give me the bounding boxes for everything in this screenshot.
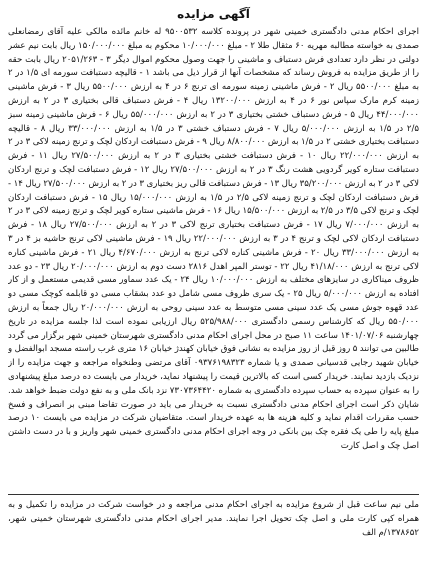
notice-body: اجرای احکام مدنی دادگستری خمینی شهر در پرونده کلاسه ۹۵۰۰۵۳۲ له خانم مائده مالکی علیه آقای رمضانعلی صمدی به خواسته مطالبه مهریه ۶۰ مثقال طلا ۲ - مبلغ ۱۰/۰۰۰/۰۰۰ محکوم به مبلغ ۱۵۰/۰۰۰/۰۰۰ ریال بابت نیم عشر دولتی در نظر دارد تعدادی فرش دستباف و ماشینی را جهت وصول محکوم اموال دیگر ۳ - ۲۰۵۱/۲۶۳ ریال بابت حقه را از طریق مزایده به فروش رساند که مشخصات آنها از قرار ذیل می باشد ۱ - قالیچه دستبافت سورمه ای ۱/۵ در ۲ به مبلغ ۵۵۰۰/۰۰۰ ریال ۲ - فرش ماشینی زمینه سورمه ای ترنج ۶ در ۴ به ارزش ۵۵۰۰/۰۰۰ ریال ۳ - فرش ماشینی زمینه کرم مارک سپاس نور ۶ در ۴ به ارزش ۱۳۲۰۰/۰۰۰ ریال ۴ - فرش دستباف قالی بختیاری ۳ در ۲ به ارزش ۴۴/۰۰۰/۰۰۰ ریال ۵ - فرش دستباف خشتی بختیاری ۳ در ۲ به ارزش ۵۵/۰۰۰/۰۰۰ ریال ۶ - فرش ماشینی زمینه سبز ۲/۵ در ۱/۵ به ارزش ۵/۰۰۰/۰۰۰ ریال ۷ - فرش دستباف خشتی ۳ در ۱/۵ به ارزش ۳۳/۰۰۰/۰۰۰ ریال ۸ - قالیچه دستبافت بختیاری خشتی ۲ در ۱/۵ به ارزش ۸/۸۰۰/۰۰۰ ریال ۹ - فرش دستبافت اردکان لچک و ترنج زمینه لاکی ۳ در ۲ به ارزش ۲۲/۰۰۰/۰۰۰ ریال ۱۰ - فرش دستبافت خشتی بختیاری ۳ در ۲ به ارزش ۲۷/۵۰۰/۰۰۰ ریال ۱۱ - فرش دستبافت ستاره کویر گردویی هشت رنگ ۳ در ۲ به ارزش ۲۷/۵۰۰/۰۰۰ ریال ۱۲ - فرش دستبافت لچک و ترنج اردکان لاکی ۳ در ۲ به ارزش ۳۵/۲۰۰/۰۰۰ ریال ۱۳ - فرش دستبافت قالی ریز بختیاری ۳ در ۲ به ارزش ۲۷/۵۰۰/۰۰۰ ریال ۱۴ - فرش دستبافت اردکان لچک و ترنج زمینه لاکی ۲/۵ در ۱/۵ به ارزش ۱۵/۰۰۰/۰۰۰ ریال ۱۵ - فرش دستبافت اردکان لچک و ترنج لاکی ۳/۵ در ۲/۵ به ارزش ۱۵/۵۰۰/۰۰۰ ریال ۱۶ - فرش ماشینی ستاره کویر لچک و ترنج زمینه لاکی ۳ در ۲ به ارزش ۷/۰۰۰/۰۰۰ ریال ۱۷ - فرش دستبافت بختیاری ترنج لاکی ۳ در ۲ به ارزش ۲۷/۵۰۰/۰۰۰ ریال ۱۸ - فرش دستبافت اردکان لاکی لچک و ترنج ۴ در ۳ به ارزش ۲۲/۰۰۰/۰۰۰ ریال ۱۹ - فرش ماشینی لاکی ترنج حاشیه بز ۴ در ۳ به ارزش ۳۳/۰۰۰/۰۰۰ ریال ۲۰ - فرش ماشینی کناره لاکی ترنج به ارزش ۴/۶۷۰/۰۰۰ ریال ۲۱ - فرش ماشینی کناره لاکی ترنج به ارزش ۴۱/۱۸/۰۰۰ ریال ۲۲ - توستر المپر اهدل ۲۸۱۶ دست دوم به ارزش ۲۰/۰۰۰/۰۰۰ ریال ۲۳ - دو عدد ظروف میناکاری در سایزهای مختلف به ارزش ۱۰/۰۰۰/۰۰۰ ریال ۲۴ - یک عدد سماور مسی قدیمی مستعمل و از کار افتاده به ارزش ۵/۰۰۰/۰۰۰ ریال ۲۵ - یک سری ظروف مسی شامل دو عدد بشقاب مسی دو قابلمه کوچک مسی دو عدد قهوه جوش مسی یک عدد سینی مسی متوسط به عدد سینی روحی به ارزش ۲۰/۰۰۰/۰۰۰ ریال جمعاً به ارزش ۵۵۰/۰۰۰ ریال که کارشناس رسمی دادگستری ۵۲۵/۹۸۸/۰۰۰ ریال ارزیابی نموده است لذا جلسه مزایده در تاریخ چهارشنبه ۱۴۰۱/۰۷/۰۶ ساعت ۱۱ صبح در محل اجرای احکام مدنی دادگستری شهرستان خمینی شهر برگزار می گردد طالبین می توانند ۵ روز قبل از روز مزایده به نشانی فوق خیابان کهندژ خیابان ۱۶ متری غرب راسته مسجد ابوالفضل و خیابان شهید رجایی قدسیانی صمدی و یا شماره ۰۹۳۷۶۱۹۸۳۲۳ آقای مرتضی وطنخواه مراجعه و جهت مزایده را از نزدیک بازدید نمایند. خریدار کسی است که بالاترین قیمت را پیشنهاد نماید، خریدار می بایست ده درصد مبلغ پیشنهادی را به عنوان سپرده به حساب سپرده دادگستری به شماره ۷۳۰۷۳۶۴۴۲۰ نزد بانک ملی و به نفع دولت ضبط خواهد شد. شایان ذکر است اجرای احکام مدنی دادگستری نسبت به خریدار می باید در صورت تقاضا مبنی بر انصراف و فسخ حسب مقررات اقدام نماید و کلیه هزینه ها به عهده خریدار است. متقاضیان شرکت در مزایده می بایست ۱۰ درصد مبلغ پایه را طی یک فقره چک بین بانکی در وجه اجرای احکام مدنی دادگستری خمینی شهر واریز و با در دست داشتن اصل چک و اصل کارت — [8, 27, 419, 451]
divider-line — [8, 494, 419, 495]
notice-footer: ملی نیم ساعت قبل از شروع مزایده به اجرای احکام مدنی مراجعه و در خواست شرکت در مزایده را تکمیل و به همراه کپی کارت ملی و اصل چک تحویل اجرا نمایند. مدیر اجرای احکام مدنی دادگستری شهرستان خمینی شهر، ۱۳۷۸۶۵۲/م الف — [8, 500, 419, 538]
notice-title: آگهی مزایده — [177, 7, 250, 21]
